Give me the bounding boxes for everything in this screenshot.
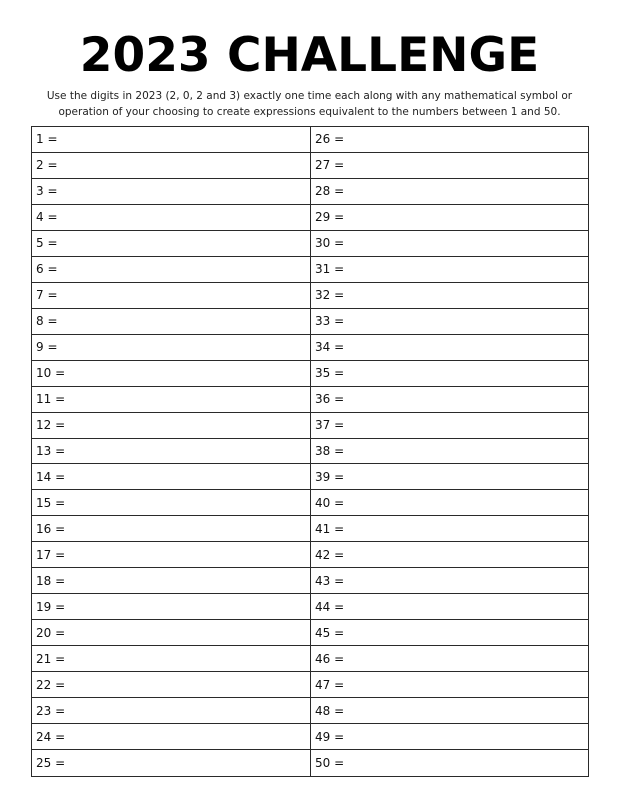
answer-row-label: 16 = xyxy=(36,521,66,536)
answer-row[interactable] xyxy=(311,335,589,361)
answer-row-label: 49 = xyxy=(315,729,345,744)
answer-row-label: 11 = xyxy=(36,392,66,407)
answer-row[interactable] xyxy=(32,153,311,179)
answer-row[interactable] xyxy=(32,205,311,231)
answer-row-label: 31 = xyxy=(315,262,345,277)
answer-row-label: 47 = xyxy=(315,677,345,692)
answer-row[interactable] xyxy=(311,231,589,257)
answer-row[interactable] xyxy=(32,464,311,490)
answer-row[interactable] xyxy=(311,309,589,335)
answer-row[interactable] xyxy=(32,439,311,465)
answer-row[interactable] xyxy=(311,361,589,387)
answer-row-label: 14 = xyxy=(36,469,66,484)
answer-row[interactable] xyxy=(311,724,589,750)
answer-row-label: 42 = xyxy=(315,547,345,562)
answer-row-label: 1 = xyxy=(36,132,58,147)
answer-row[interactable] xyxy=(311,387,589,413)
answer-row-label: 23 = xyxy=(36,703,66,718)
answer-row[interactable] xyxy=(32,542,311,568)
answer-row-label: 12 = xyxy=(36,418,66,433)
answer-row-label: 32 = xyxy=(315,288,345,303)
answer-row[interactable] xyxy=(311,516,589,542)
answer-row-label: 37 = xyxy=(315,418,345,433)
answer-row-label: 27 = xyxy=(315,158,345,173)
answer-row[interactable] xyxy=(311,672,589,698)
answer-row[interactable] xyxy=(32,283,311,309)
instructions-line-1: Use the digits in 2023 (2, 0, 2 and 3) exactly one time each along with any mathematical symbol or xyxy=(46,90,573,102)
answer-row-label: 21 = xyxy=(36,651,66,666)
answer-row-label: 20 = xyxy=(36,625,66,640)
answer-row[interactable] xyxy=(311,464,589,490)
answer-row-label: 50 = xyxy=(315,756,345,770)
answer-row[interactable] xyxy=(32,672,311,698)
answer-row[interactable] xyxy=(311,620,589,646)
answer-row[interactable] xyxy=(311,594,589,620)
answer-row[interactable] xyxy=(32,516,311,542)
answer-row[interactable] xyxy=(311,750,589,776)
answer-row-label: 19 = xyxy=(36,599,66,614)
answer-row-label: 15 = xyxy=(36,495,66,510)
answer-row[interactable] xyxy=(311,153,589,179)
answer-row-label: 40 = xyxy=(315,495,345,510)
answer-row-label: 25 = xyxy=(36,756,66,770)
answer-row[interactable] xyxy=(32,257,311,283)
answer-row-label: 34 = xyxy=(315,340,345,355)
answer-row-label: 48 = xyxy=(315,703,345,718)
answer-row-label: 8 = xyxy=(36,314,58,329)
answer-row-label: 39 = xyxy=(315,469,345,484)
answer-row[interactable] xyxy=(32,179,311,205)
answer-row-label: 17 = xyxy=(36,547,66,562)
answer-row[interactable] xyxy=(311,127,589,153)
instructions xyxy=(20,88,599,120)
answer-row-label: 28 = xyxy=(315,184,345,199)
answer-row-label: 35 = xyxy=(315,366,345,381)
answer-row-label: 33 = xyxy=(315,314,345,329)
answer-row[interactable] xyxy=(311,542,589,568)
answer-row-label: 26 = xyxy=(315,132,345,147)
answer-row-label: 46 = xyxy=(315,651,345,666)
page-title: 2023 CHALLENGE xyxy=(79,28,540,83)
answer-row-label: 24 = xyxy=(36,729,66,744)
answer-row-label: 9 = xyxy=(36,340,58,355)
answer-row[interactable] xyxy=(32,594,311,620)
answer-row[interactable] xyxy=(32,309,311,335)
answer-row-label: 6 = xyxy=(36,262,58,277)
answer-row[interactable] xyxy=(32,646,311,672)
answer-row[interactable] xyxy=(32,361,311,387)
answer-row-label: 43 = xyxy=(315,573,345,588)
answer-grid xyxy=(31,126,589,777)
answer-row-label: 13 = xyxy=(36,443,66,458)
answer-row-label: 41 = xyxy=(315,521,345,536)
answer-row[interactable] xyxy=(32,231,311,257)
answer-row[interactable] xyxy=(32,698,311,724)
answer-row-label: 30 = xyxy=(315,236,345,251)
answer-row-label: 7 = xyxy=(36,288,58,303)
answer-row-label: 2 = xyxy=(36,158,58,173)
answer-row[interactable] xyxy=(311,205,589,231)
answer-row[interactable] xyxy=(32,335,311,361)
answer-row[interactable] xyxy=(311,413,589,439)
answer-row-label: 36 = xyxy=(315,392,345,407)
answer-row-label: 22 = xyxy=(36,677,66,692)
answer-row[interactable] xyxy=(311,568,589,594)
answer-row-label: 3 = xyxy=(36,184,58,199)
answer-row-label: 38 = xyxy=(315,443,345,458)
answer-row[interactable] xyxy=(32,750,311,776)
answer-row[interactable] xyxy=(311,698,589,724)
answer-row[interactable] xyxy=(32,413,311,439)
answer-row-label: 4 = xyxy=(36,210,58,225)
answer-row-label: 18 = xyxy=(36,573,66,588)
answer-row[interactable] xyxy=(311,179,589,205)
answer-row[interactable] xyxy=(32,127,311,153)
answer-row[interactable] xyxy=(32,387,311,413)
answer-row[interactable] xyxy=(311,646,589,672)
answer-row[interactable] xyxy=(311,283,589,309)
answer-row-label: 29 = xyxy=(315,210,345,225)
answer-row[interactable] xyxy=(311,257,589,283)
answer-row[interactable] xyxy=(311,490,589,516)
answer-row[interactable] xyxy=(32,724,311,750)
answer-row-label: 5 = xyxy=(36,236,58,251)
answer-row-label: 45 = xyxy=(315,625,345,640)
answer-row-label: 44 = xyxy=(315,599,345,614)
answer-row-label: 10 = xyxy=(36,366,66,381)
instructions-line-2: operation of your choosing to create expressions equivalent to the numbers between 1 and 50. xyxy=(58,106,561,118)
answer-row[interactable] xyxy=(32,568,311,594)
answer-row[interactable] xyxy=(32,490,311,516)
answer-row[interactable] xyxy=(311,439,589,465)
answer-row[interactable] xyxy=(32,620,311,646)
